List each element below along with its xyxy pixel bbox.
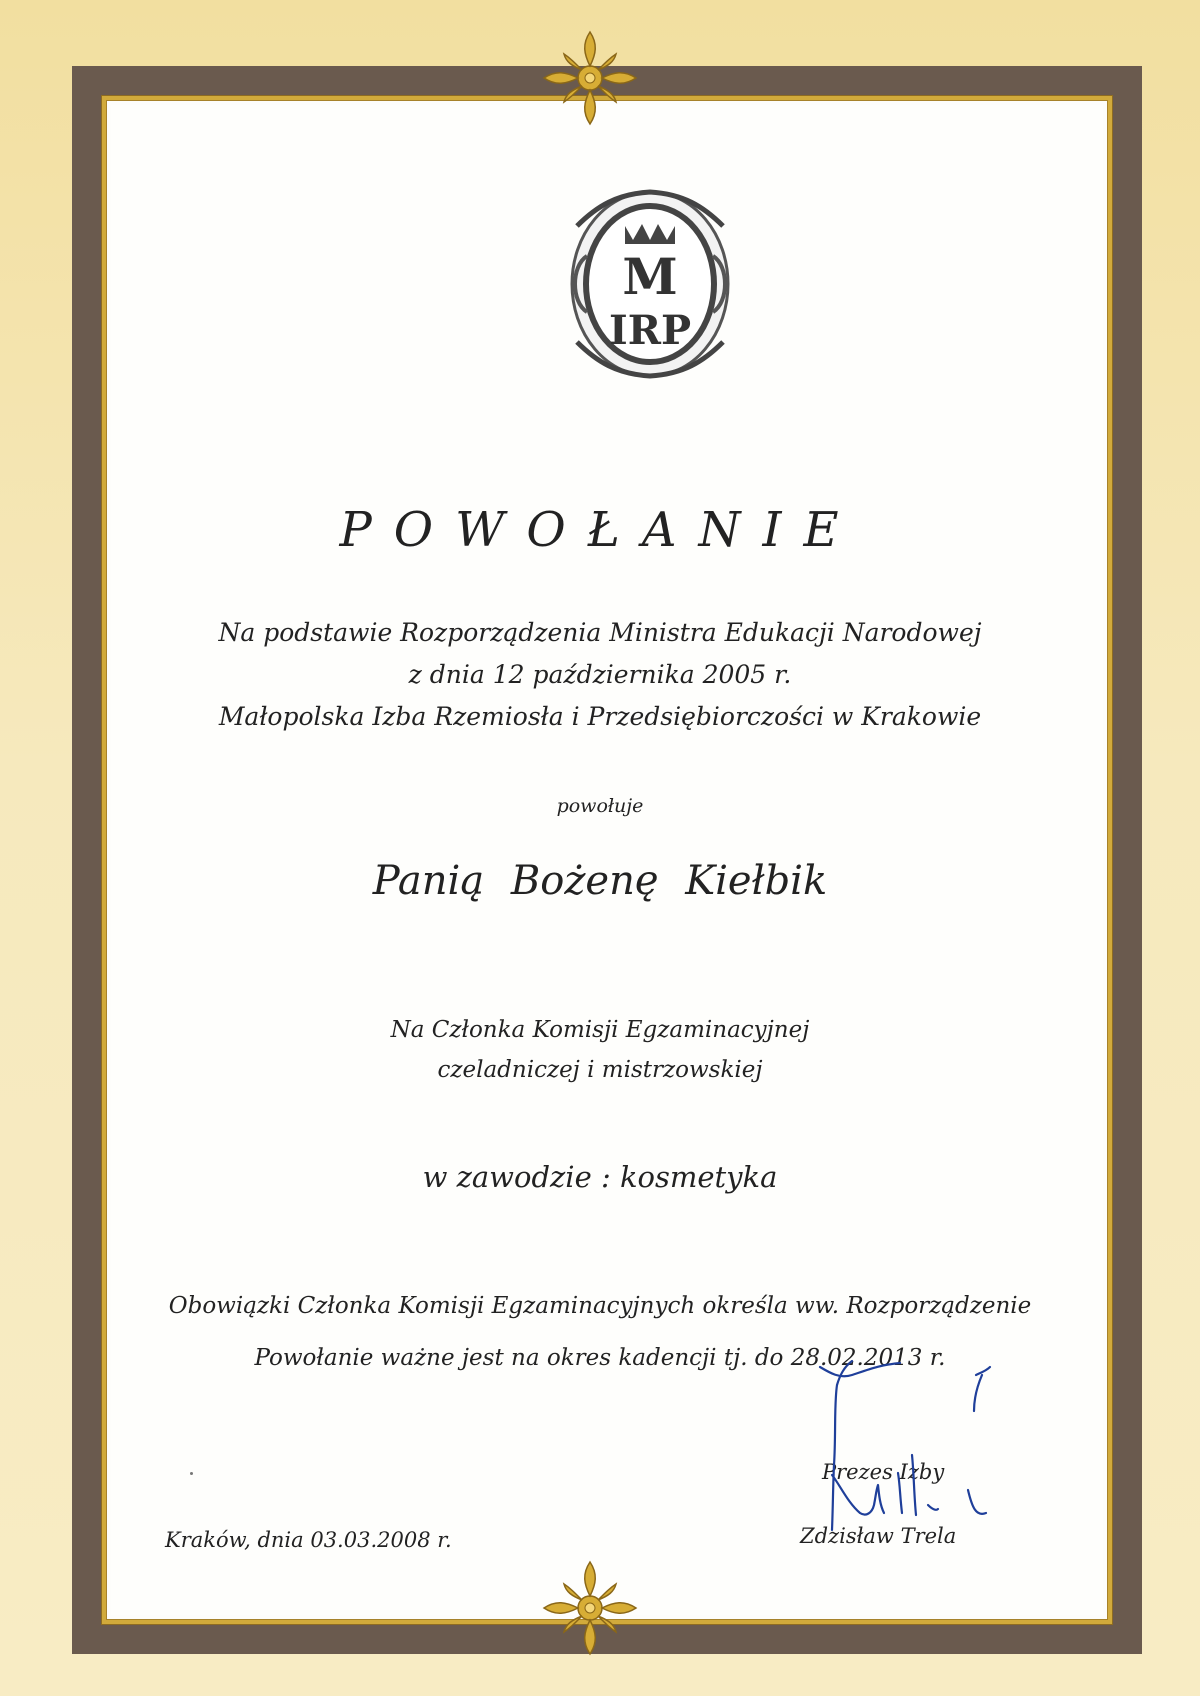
fleur-ornament-top bbox=[540, 28, 640, 128]
duties-line: Obowiązki Członka Komisji Egzaminacyjnych określa ww. Rozporządzenie bbox=[168, 1293, 1032, 1319]
speck bbox=[190, 1472, 193, 1475]
svg-text:IRP: IRP bbox=[608, 307, 692, 354]
chairman-name: Zdzisław Trela bbox=[800, 1524, 957, 1548]
chamber-emblem-logo bbox=[567, 186, 733, 382]
legal-basis-line: z dnia 12 października 2005 r. bbox=[408, 660, 792, 689]
legal-basis-line: Na podstawie Rozporządzenia Ministra Edukacji Narodowej bbox=[218, 618, 982, 647]
place-and-date: Kraków, dnia 03.03.2008 r. bbox=[165, 1528, 452, 1552]
appointed-role bbox=[0, 1010, 1200, 1090]
certificate-title: POWOŁANIE bbox=[339, 502, 861, 558]
appoints-text: powołuje bbox=[556, 795, 644, 817]
profession: w zawodzie : kosmetyka bbox=[422, 1160, 778, 1194]
role-line: czeladniczej i mistrzowskiej bbox=[437, 1057, 763, 1083]
fleur-ornament-bottom bbox=[540, 1558, 640, 1658]
chairman-label: Prezes Izby bbox=[822, 1460, 945, 1484]
role-line: Na Członka Komisji Egzaminacyjnej bbox=[390, 1017, 810, 1043]
legal-basis-line: Małopolska Izba Rzemiosła i Przedsiębiorczości w Krakowie bbox=[218, 702, 982, 731]
appointee-name: Panią Bożenę Kiełbik bbox=[372, 858, 828, 904]
validity-line: Powołanie ważne jest na okres kadencji tj. do 28.02.2013 r. bbox=[254, 1345, 946, 1371]
svg-text:M: M bbox=[622, 247, 678, 306]
handwritten-signature bbox=[800, 1345, 1090, 1535]
legal-basis bbox=[0, 612, 1200, 738]
